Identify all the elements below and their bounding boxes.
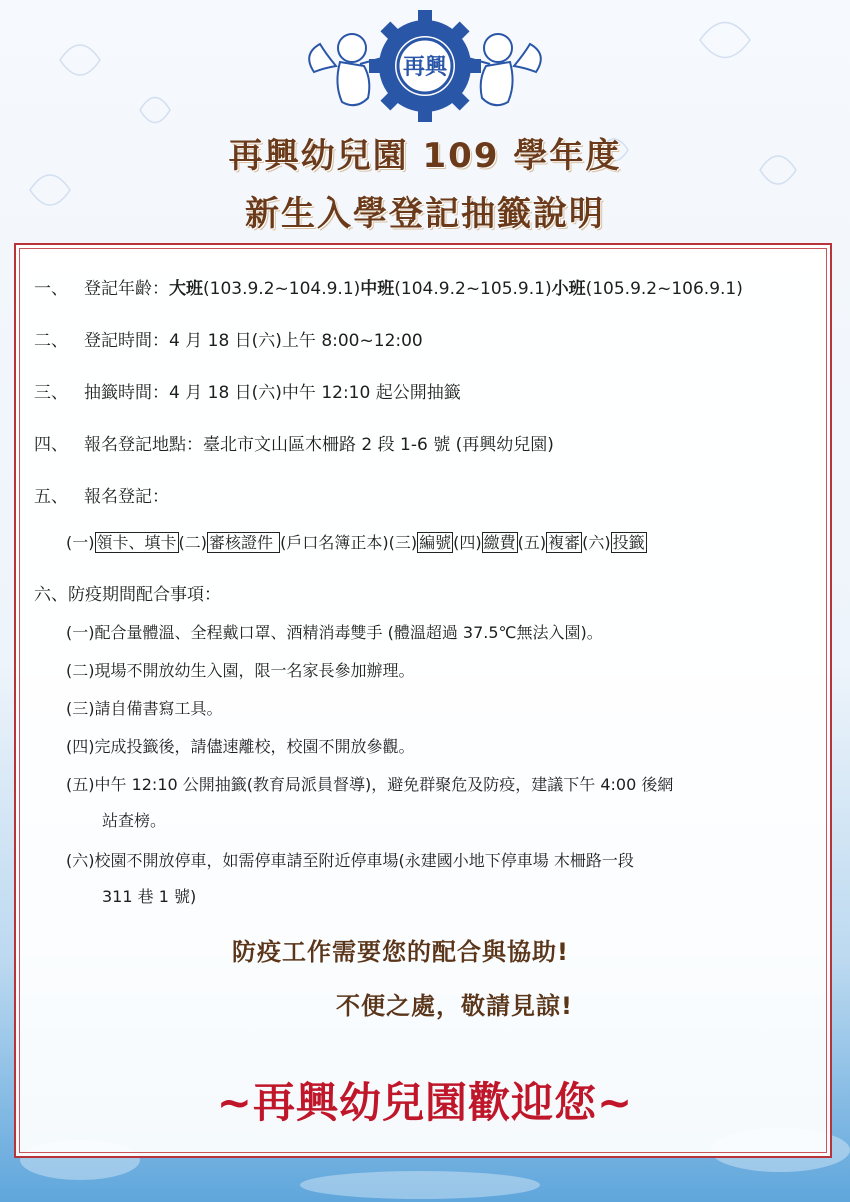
item-text: 報名登記： — [84, 487, 169, 507]
title-line-2: 新生入學登記抽籤說明 — [245, 194, 605, 234]
item-label: 登記年齡： — [84, 279, 169, 299]
step-number: (四) — [453, 533, 482, 552]
item-number: 四、 — [34, 435, 68, 455]
item-text: 報名登記地點：臺北市文山區木柵路 2 段 1-6 號 (再興幼兒園) — [84, 435, 554, 455]
epidemic-item-6b: 311 巷 1 號) — [102, 887, 197, 906]
step-number: (一) — [66, 533, 95, 552]
class-mid: 中班 — [360, 279, 395, 299]
title-line-1: 再興幼兒園 109 學年度 — [228, 136, 622, 176]
closing-line-1: 防疫工作需要您的配合與協助! — [232, 938, 569, 966]
item-lottery-time — [34, 378, 461, 403]
epidemic-item-3: (三)請自備書寫工具。 — [66, 699, 223, 718]
step-verify: 審核證件 — [209, 533, 279, 552]
item-location — [34, 430, 554, 455]
item-text: 抽籤時間：4 月 18 日(六)中午 12:10 起公開抽籤 — [84, 383, 461, 403]
steps-row — [66, 530, 647, 553]
step-payment: 繳費 — [483, 533, 516, 552]
step-number: (六) — [582, 533, 611, 552]
step-number: (三) — [388, 533, 418, 552]
step-lottery: 投籤 — [612, 533, 645, 552]
class-big: 大班 — [169, 279, 203, 299]
step-verify-note: (戶口名簿正本) — [280, 533, 389, 552]
step-card: 領卡、填卡 — [96, 533, 177, 552]
item-number: 二、 — [34, 331, 68, 351]
item-registration-time — [34, 326, 423, 351]
item-text: 登記時間：4 月 18 日(六)上午 8:00~12:00 — [84, 331, 423, 351]
epidemic-item-6a: (六)校園不開放停車，如需停車請至附近停車場(永建國小地下停車場 木柵路一段 — [66, 851, 634, 870]
step-number: (五) — [517, 533, 547, 552]
epidemic-item-2: (二)現場不開放幼生入園，限一名家長參加辦理。 — [66, 661, 415, 680]
closing-line-2: 不便之處，敬請見諒! — [336, 992, 573, 1020]
logo-text: 再興 — [402, 55, 448, 80]
item-number: 五、 — [34, 487, 68, 507]
class-mid-range: (104.9.2~105.9.1) — [394, 279, 552, 299]
class-big-range: (103.9.2~104.9.1) — [203, 279, 361, 299]
welcome-banner: ~再興幼兒園歡迎您~ — [216, 1078, 634, 1127]
step-numbering: 編號 — [419, 533, 452, 552]
item-number: 三、 — [34, 383, 68, 403]
class-small: 小班 — [551, 279, 586, 299]
epidemic-item-4: (四)完成投籤後，請儘速離校，校園不開放參觀。 — [66, 737, 415, 756]
epidemic-item-5b: 站查榜。 — [102, 811, 167, 830]
item-number: 一、 — [34, 279, 68, 299]
step-review: 複審 — [548, 533, 581, 552]
epidemic-item-1: (一)配合量體溫、全程戴口罩、酒精消毒雙手 (體溫超過 37.5℃無法入園)。 — [66, 623, 603, 642]
item-registration-steps — [34, 482, 169, 507]
item-registration-age — [34, 274, 743, 299]
epidemic-item-5a: (五)中午 12:10 公開抽籤(教育局派員督導)，避免群聚危及防疫，建議下午 4:00 後網 — [66, 775, 674, 794]
step-number: (二) — [178, 533, 208, 552]
epidemic-heading: 六、防疫期間配合事項： — [34, 585, 221, 605]
class-small-range: (105.9.2~106.9.1) — [585, 279, 743, 299]
